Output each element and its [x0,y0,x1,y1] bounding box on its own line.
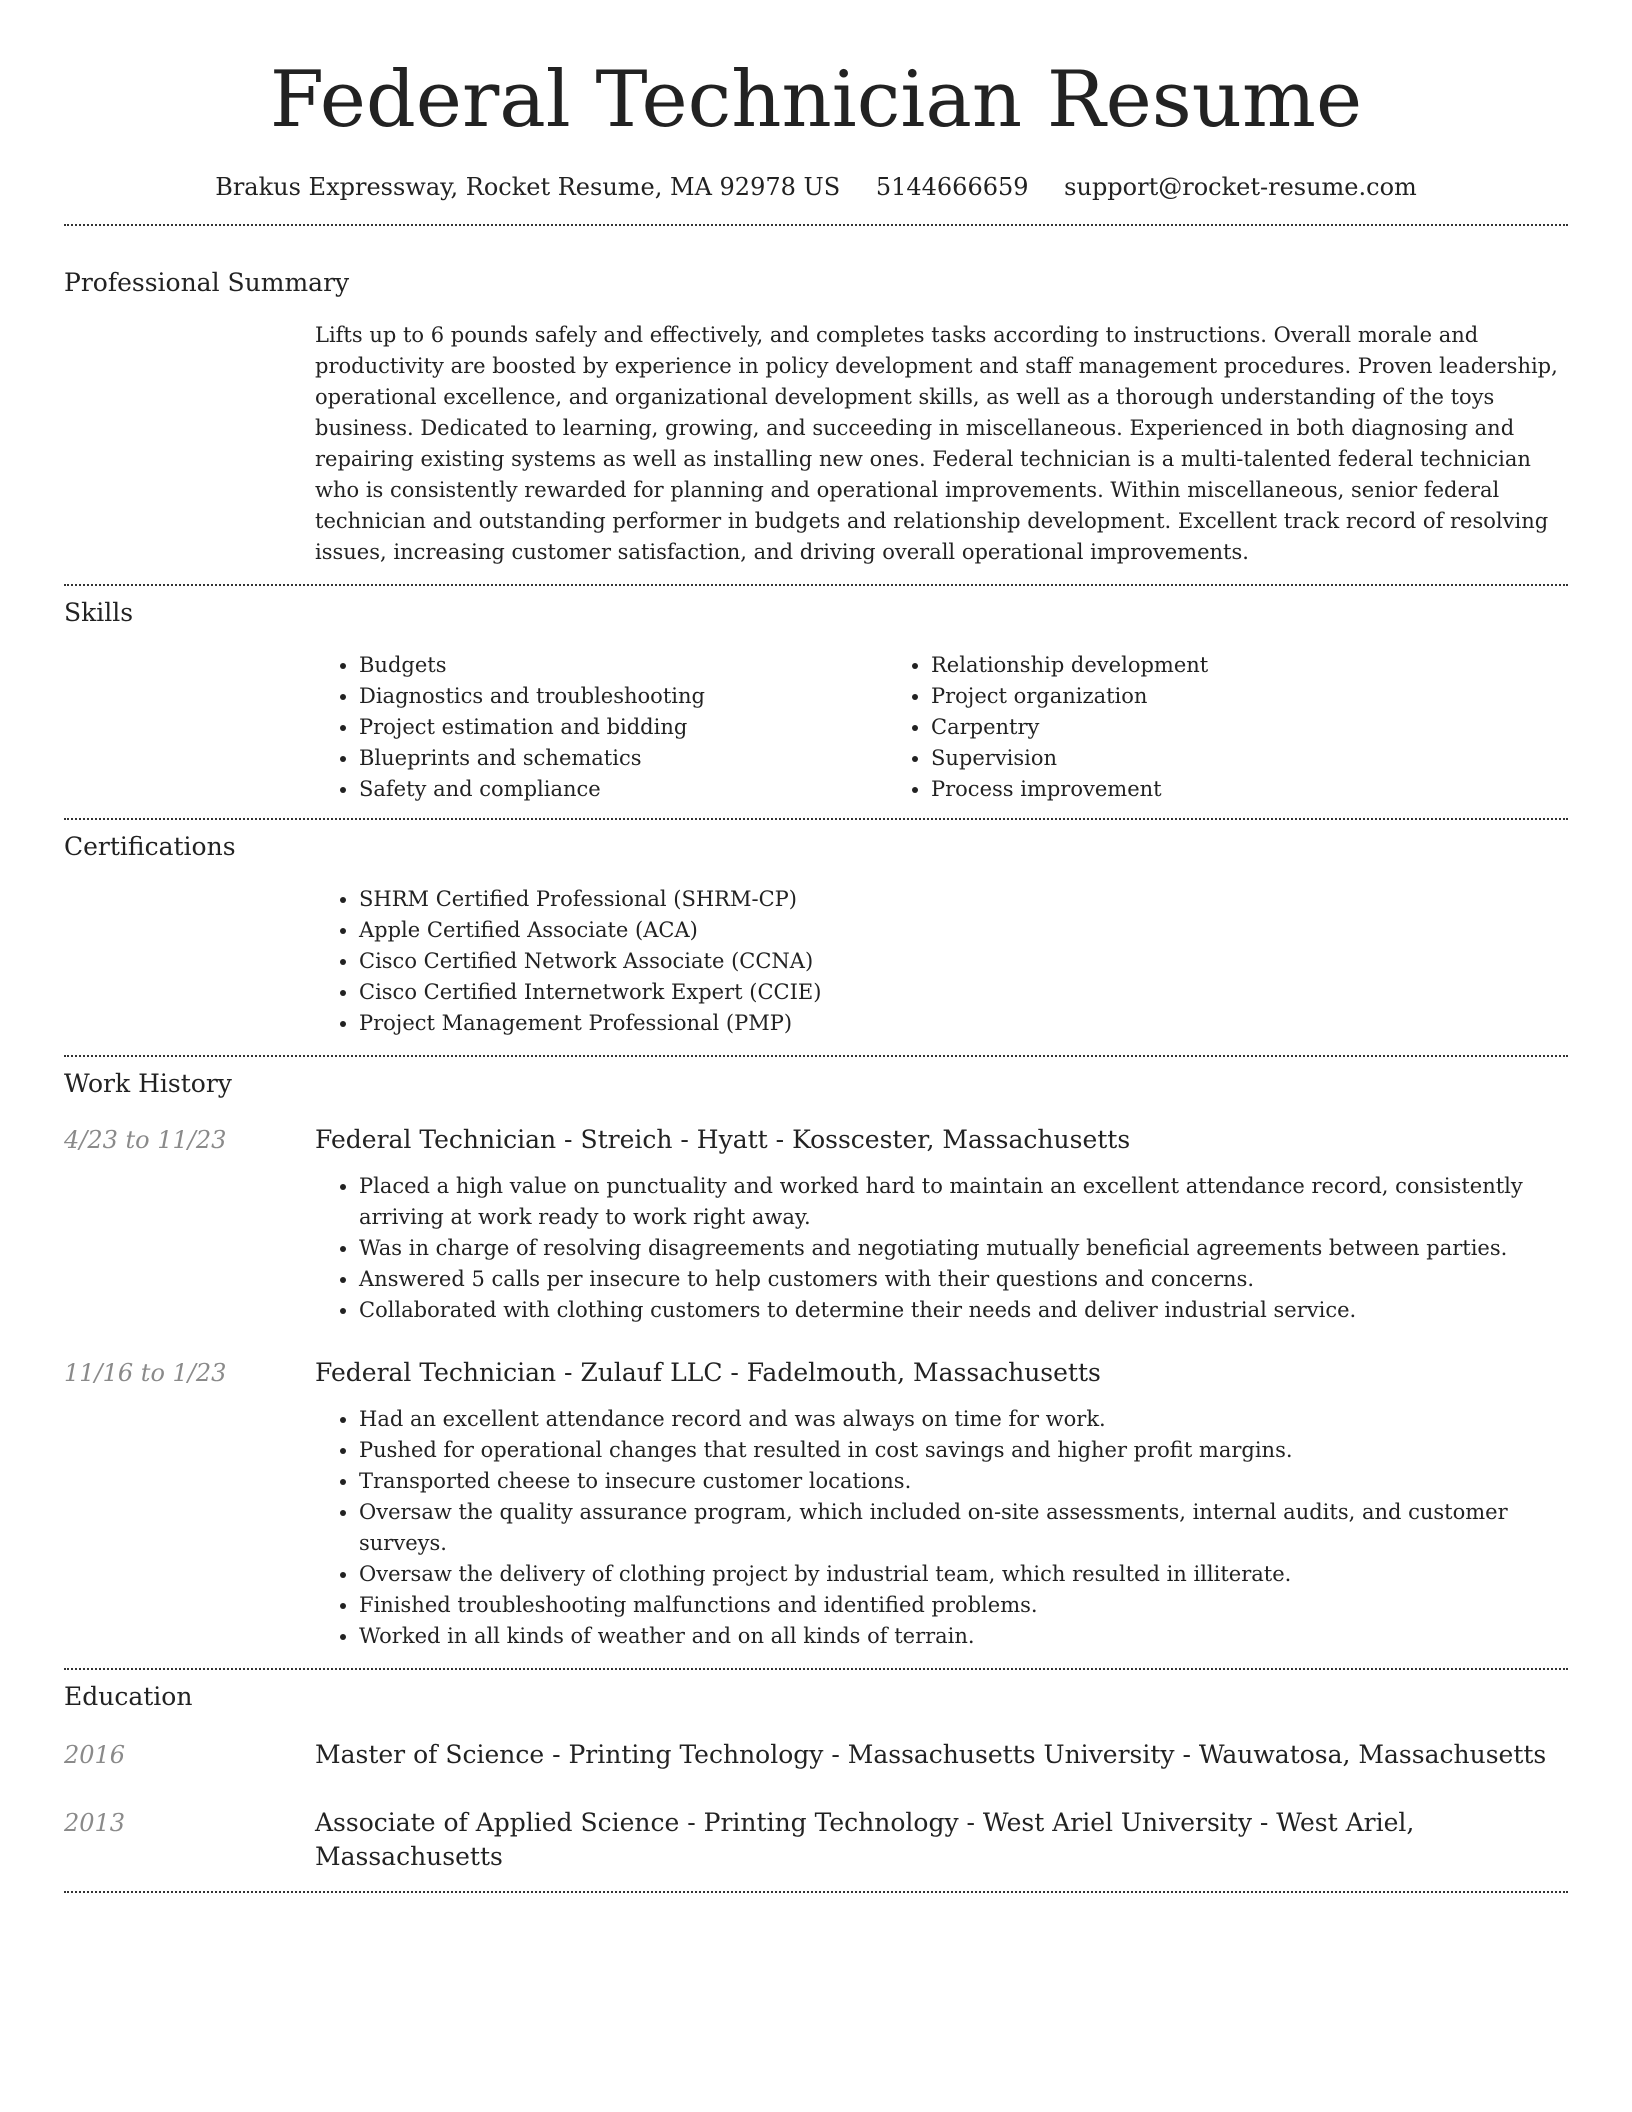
education-year: 2016 [64,1741,126,1769]
certifications-heading: Certifications [64,832,236,861]
contact-phone: 5144666659 [875,173,1029,201]
certifications-section [64,830,1568,1039]
education-entry [64,1806,1568,1874]
list-item: • Project Management Professional (PMP) [359,1008,1568,1039]
education-entry [64,1738,1568,1772]
divider [64,1668,1568,1670]
summary-section [64,266,1568,568]
job-entry [64,1123,1568,1326]
summary-text: Lifts up to 6 pounds safely and effectively, and completes tasks according to instructions. Overall morale and productivity are boosted by experience in policy development and staff management procedures. Proven leadership, operational excellence, and organizational development skills, as well as a thorough understanding of the toys business. Dedicated to learning, growing, and succeeding in miscellaneous. Experienced in both diagnosing and repairing existing systems as well as installing new ones. Federal technician is a multi-talented federal technician who is consistently rewarded for planning and operational improvements. Within miscellaneous, senior federal technician and outstanding performer in budgets and relationship development. Excellent track record of resolving issues, increasing customer satisfaction, and driving overall operational improvements. [315,323,1558,564]
certifications-body [315,884,1568,1039]
list-item: • Blueprints and schematics [359,743,887,774]
divider [64,818,1568,820]
list-item: • Collaborated with clothing customers to determine their needs and deliver industrial service. [359,1295,1568,1326]
job-details [315,1171,1568,1326]
list-item: • Carpentry [931,712,1459,743]
list-item: • Budgets [359,650,887,681]
list-item: • Had an excellent attendance record and was always on time for work. [359,1404,1568,1435]
divider [64,1891,1568,1893]
divider [64,224,1568,226]
list-item: • Pushed for operational changes that resulted in cost savings and higher profit margins. [359,1435,1568,1466]
list-item: • Project estimation and bidding [359,712,887,743]
list-item: • Answered 5 calls per insecure to help customers with their questions and concerns. [359,1264,1568,1295]
skills-section [64,596,1568,805]
list-item: • Placed a high value on punctuality and worked hard to maintain an excellent attendance record, consistently arriving at work ready to work right away. [359,1171,1568,1233]
job-header [64,1356,1568,1390]
skills-list-right [887,650,1459,805]
job-entry [64,1356,1568,1652]
skills-grid [315,650,1568,805]
list-item: • Apple Certified Associate (ACA) [359,915,1568,946]
list-item: • Cisco Certified Internetwork Expert (CCIE) [359,977,1568,1008]
job-bullets [315,1404,1568,1652]
education-title: Associate of Applied Science - Printing Technology - West Ariel University - West Ariel, Massachusetts [315,1808,1415,1871]
job-title: Federal Technician - Streich - Hyatt - Kosscester, Massachusetts [315,1125,1131,1154]
list-item: • Transported cheese to insecure customer locations. [359,1466,1568,1497]
list-item: • Oversaw the quality assurance program, which included on-site assessments, internal audits, and customer surveys. [359,1497,1568,1559]
job-bullets [315,1171,1568,1326]
list-item: • Safety and compliance [359,774,887,805]
list-item: • Project organization [931,681,1459,712]
certifications-list [315,884,1568,1039]
work-heading: Work History [64,1069,232,1098]
education-heading: Education [64,1682,193,1711]
divider [64,1055,1568,1057]
job-dates: 4/23 to 11/23 [64,1126,227,1154]
list-item: • Supervision [931,743,1459,774]
contact-address: Brakus Expressway, Rocket Resume, MA 92978 US [215,173,841,201]
list-item: • Cisco Certified Network Associate (CCNA) [359,946,1568,977]
list-item: • Oversaw the delivery of clothing project by industrial team, which resulted in illiterate. [359,1559,1568,1590]
list-item: • Diagnostics and troubleshooting [359,681,887,712]
work-section [64,1067,1568,1652]
resume-title: Federal Technician Resume [269,55,1363,145]
list-item: • Worked in all kinds of weather and on all kinds of terrain. [359,1621,1568,1652]
job-header [64,1123,1568,1157]
divider [64,584,1568,586]
job-dates: 11/16 to 1/23 [64,1359,227,1387]
list-item: • Was in charge of resolving disagreements and negotiating mutually beneficial agreements between parties. [359,1233,1568,1264]
contact-line [64,170,1568,204]
education-title: Master of Science - Printing Technology - Massachusetts University - Wauwatosa, Massachusetts [315,1740,1547,1769]
education-year: 2013 [64,1809,126,1837]
list-item: • Process improvement [931,774,1459,805]
skills-heading: Skills [64,598,134,627]
list-item: • SHRM Certified Professional (SHRM-CP) [359,884,1568,915]
skills-list-left [315,650,887,805]
job-details [315,1404,1568,1652]
list-item: • Relationship development [931,650,1459,681]
list-item: • Finished troubleshooting malfunctions and identified problems. [359,1590,1568,1621]
contact-email: support@rocket-resume.com [1064,173,1417,201]
job-title: Federal Technician - Zulauf LLC - Fadelmouth, Massachusetts [315,1358,1101,1387]
summary-heading: Professional Summary [64,268,350,297]
education-section [64,1680,1568,1874]
